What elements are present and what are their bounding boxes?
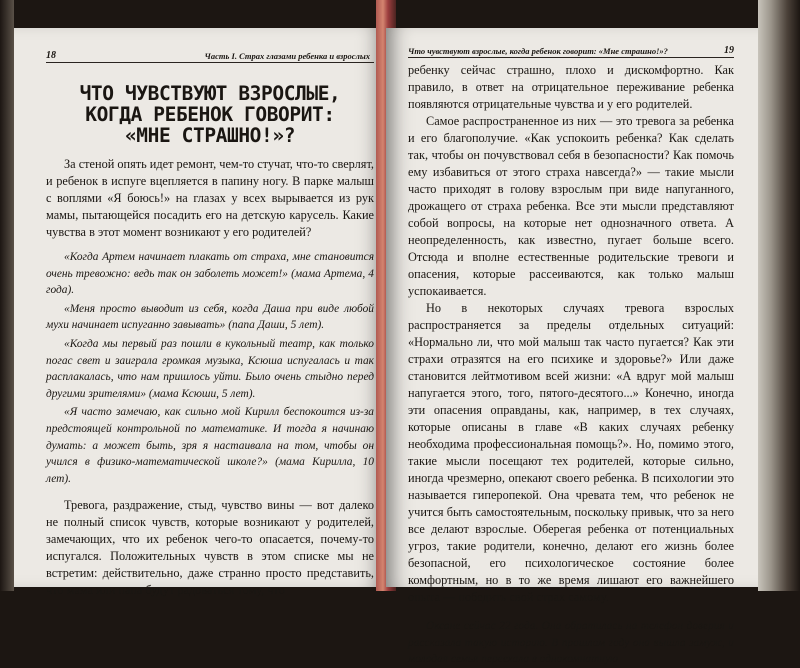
- heading-line-3: «МНЕ СТРАШНО!»?: [124, 124, 296, 147]
- intro-paragraph: За стеной опять идет ремонт, чем-то стучат, что-то сверлят, и ребенок в испуге вцепляется в папину ногу. В парке малыш с воплями «Я боюсь!» на глазах у всех вырывается из рук мамы, пытающейся посадить его на детскую карусель. Какие чувства в этот момент возникают у его родителей?: [46, 157, 374, 239]
- right-page: [386, 28, 758, 666]
- closing-paragraph: Тревога, раздражение, стыд, чувство вины — вот далеко не полный список чувств, которые возникают у родителей, замечающих, что их ребенок чего-то опасается, почему-то испугался. Положительных чувств в этом списке мы не встретим: действительно, даже странно просто представить, что мама или папа будут радоваться тому, что: [46, 498, 374, 598]
- heading-line-1: ЧТО ЧУВСТВУЮТ ВЗРОСЛЫЕ,: [79, 82, 341, 105]
- running-head-left: Часть I. Страх глазами ребенка и взрослых: [204, 51, 370, 61]
- page-number-right: 19: [724, 45, 734, 56]
- running-head-right: Что чувствуют взрослые, когда ребенок говорит: «Мне страшно!»?: [408, 46, 668, 56]
- case-story: Оксане сейчас 22 года. Она обратилась на телефон доверия и рассказала такую историю. В прошлом году она вышла замуж, и молодая семья переехала в однокомнатную: [408, 620, 734, 666]
- left-page-header: [46, 48, 374, 63]
- page-number-left: 18: [46, 50, 56, 61]
- body-paragraph: ребенку сейчас страшно, плохо и дискомфортно. Как правило, в ответ на отрицательное переживание ребенка появляются отрицательные чувства и у его родителей.: [408, 63, 734, 111]
- chapter-heading: [46, 83, 374, 146]
- left-page: [14, 28, 384, 598]
- book-edge-right: [758, 0, 800, 591]
- parent-quote: «Я часто замечаю, как сильно мой Кирилл беспокоится из-за предстоящей контрольной по математике. И тогда я начинаю думать: а может быть, зря я настаивала на том, чтобы он учился в физико-математической школе?» (мама Кирилла, 10 лет).: [46, 406, 374, 485]
- parent-quote: «Когда мы первый раз пошли в кукольный театр, как только погас свет и заиграла громкая музыка, Ксюша испугалась и так расплакалась, что нам пришлось уйти. Было очень стыдно перед другими зрителями» (мама Ксюши, 5 лет).: [46, 337, 374, 400]
- heading-line-2: КОГДА РЕБЕНОК ГОВОРИТ:: [85, 103, 335, 126]
- body-paragraph: Самое распространенное из них — это тревога за ребенка и его благополучие. «Как успокоить ребенка? Как сделать так, чтобы он почувствовал себя в безопасности? Как помочь ему избавиться от этого страха навсегда?» — такие мысли часто приходят в голову взрослым при виде напуганного, дрожащего от страха ребенка. Все эти мысли представляют собой вопросы, на которые нет однозначного ответа. А неопределенность, как известно, пугает больше всего. Отсюда и вполне естественные родительские тревоги и опасения, которые рассеиваются, как только малыш успокаивается.: [408, 114, 734, 298]
- right-page-header: [408, 43, 734, 58]
- body-paragraph: Но в некоторых случаях тревога взрослых распространяется за пределы отдельных ситуаций: «Нормально ли, что мой малыш так часто пугается? Как эти страхи отразятся на его психике и здоровье?» Или даже становится лейтмотивом всей жизни: «А вдруг мой малыш напугается этого, того, пятого-десятого...» Конечно, иногда эти опасения оправданы, как, например, в тех случаях, которые описаны в главе «В каких случаях ребенку необходима профессиональная помощь?». Но, помимо этого, такие мысли посещают тех родителей, которые сильно, иногда чрезмерно, опекают своего ребенка. В психологии это называется гиперопекой. Она чревата тем, что ребенок не учится быть самостоятельным, поскольку привык, что за него все делают взрослые. Оберегая ребенка от потенциальных угроз, такие родители, конечно, делают его жизнь более безопасной, его психологическое состояние более комфортным, но в то же время лишают его важнейшего опыта — победить свой страх самому.: [408, 301, 734, 604]
- parent-quote: «Меня просто выводит из себя, когда Даша при виде любой мухи начинает испуганно завывать» (папа Даши, 5 лет).: [46, 302, 374, 332]
- book-edge-left: [0, 0, 14, 591]
- parent-quote: «Когда Артем начинает плакать от страха, мне становится очень тревожно: ведь так он заболеть может!» (мама Артема, 4 года).: [46, 251, 374, 297]
